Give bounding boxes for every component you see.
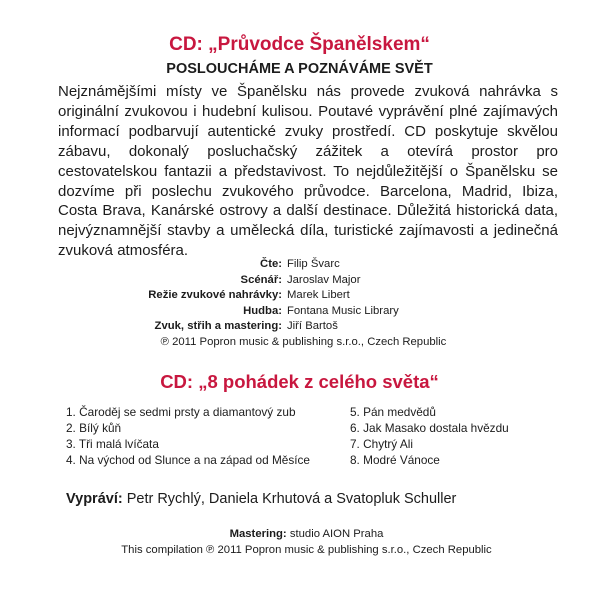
cd1-copyright: ℗ 2011 Popron music & publishing s.r.o., Czech Republic <box>160 335 447 348</box>
track-number: 1. <box>66 405 76 419</box>
credit-role: Režie zvukové nahrávky: <box>148 289 282 301</box>
track-title: Jak Masako dostala hvězdu <box>363 421 509 435</box>
track-title: Na východ od Slunce a na západ od Měsíce <box>79 453 310 467</box>
credit-script <box>0 273 599 289</box>
credit-name: Jaroslav Major <box>287 273 361 286</box>
track-title: Bílý kůň <box>79 421 122 435</box>
track-number: 8. <box>350 453 360 467</box>
cd1-description: Nejznámějšími místy ve Španělsku nás provede zvuková nahrávka s originální zvukovou i hudební kulisou. Poutavé vyprávění plné zajímavých informací podbarvují autentické zvuky prostředí. CD poskytuje skvělou zábavu, dokonalý posluchačský zážitek a otevírá prostor pro cestovatelskou fantazii a představivost. To nejdůležitější o Španělsku se dozvíme při poslechu zvukového průvodce. Barcelona, Madrid, Ibiza, Costa Brava, Kanárské ostrovy a další destinace. Důležitá historická data, nejvýznamnější stavby a umělecká díla, turistické zajímavosti a jedinečná zvuková atmosféra. <box>58 83 558 260</box>
credit-sound <box>0 319 599 335</box>
cd2-title: CD: „8 pohádek z celého světa“ <box>160 371 439 392</box>
narrators-line <box>66 490 456 508</box>
track-title: Pán medvědů <box>363 405 436 419</box>
credit-role: Čte: <box>260 258 282 270</box>
track-title: Čaroděj se sedmi prsty a diamantový zub <box>79 405 296 419</box>
credit-music <box>0 304 599 320</box>
credit-name: Filip Švarc <box>287 258 340 270</box>
list-item <box>66 436 159 452</box>
track-number: 3. <box>66 437 76 451</box>
compilation-copyright: This compilation ℗ 2011 Popron music & publishing s.r.o., Czech Republic <box>121 544 492 556</box>
track-title: Modré Vánoce <box>363 453 440 467</box>
credit-reader <box>0 257 599 273</box>
credit-name: Jiří Bartoš <box>287 320 338 332</box>
credit-direction <box>0 288 599 304</box>
narrators-names: Petr Rychlý, Daniela Krhutová a Svatopluk Schuller <box>126 491 457 507</box>
track-list <box>66 404 546 474</box>
list-item <box>350 404 436 420</box>
credit-name: Marek Libert <box>287 289 350 301</box>
track-number: 2. <box>66 421 76 435</box>
track-number: 7. <box>350 437 360 451</box>
cd1-subtitle: POSLOUCHÁME A POZNÁVÁME SVĚT <box>166 61 433 77</box>
track-number: 6. <box>350 421 360 435</box>
track-number: 4. <box>66 453 76 467</box>
credit-role: Zvuk, střih a mastering: <box>154 320 282 332</box>
cd1-title: CD: „Průvodce Španělskem“ <box>169 34 430 55</box>
mastering-value: studio AION Praha <box>289 528 384 540</box>
track-title: Chytrý Ali <box>363 437 413 451</box>
list-item <box>350 452 440 468</box>
mastering-label: Mastering: <box>229 528 287 540</box>
list-item <box>66 404 296 420</box>
credit-name: Fontana Music Library <box>287 304 399 317</box>
list-item <box>350 420 509 436</box>
track-title: Tři malá lvíčata <box>78 437 159 451</box>
mastering-line <box>0 527 599 543</box>
list-item <box>66 420 121 436</box>
credit-role: Hudba: <box>243 304 282 317</box>
list-item <box>350 436 413 452</box>
track-number: 5. <box>350 405 360 419</box>
credit-role: Scénář: <box>240 273 282 286</box>
cd1-credits <box>0 257 599 350</box>
narrators-label: Vypráví: <box>66 491 123 507</box>
list-item <box>66 452 310 468</box>
